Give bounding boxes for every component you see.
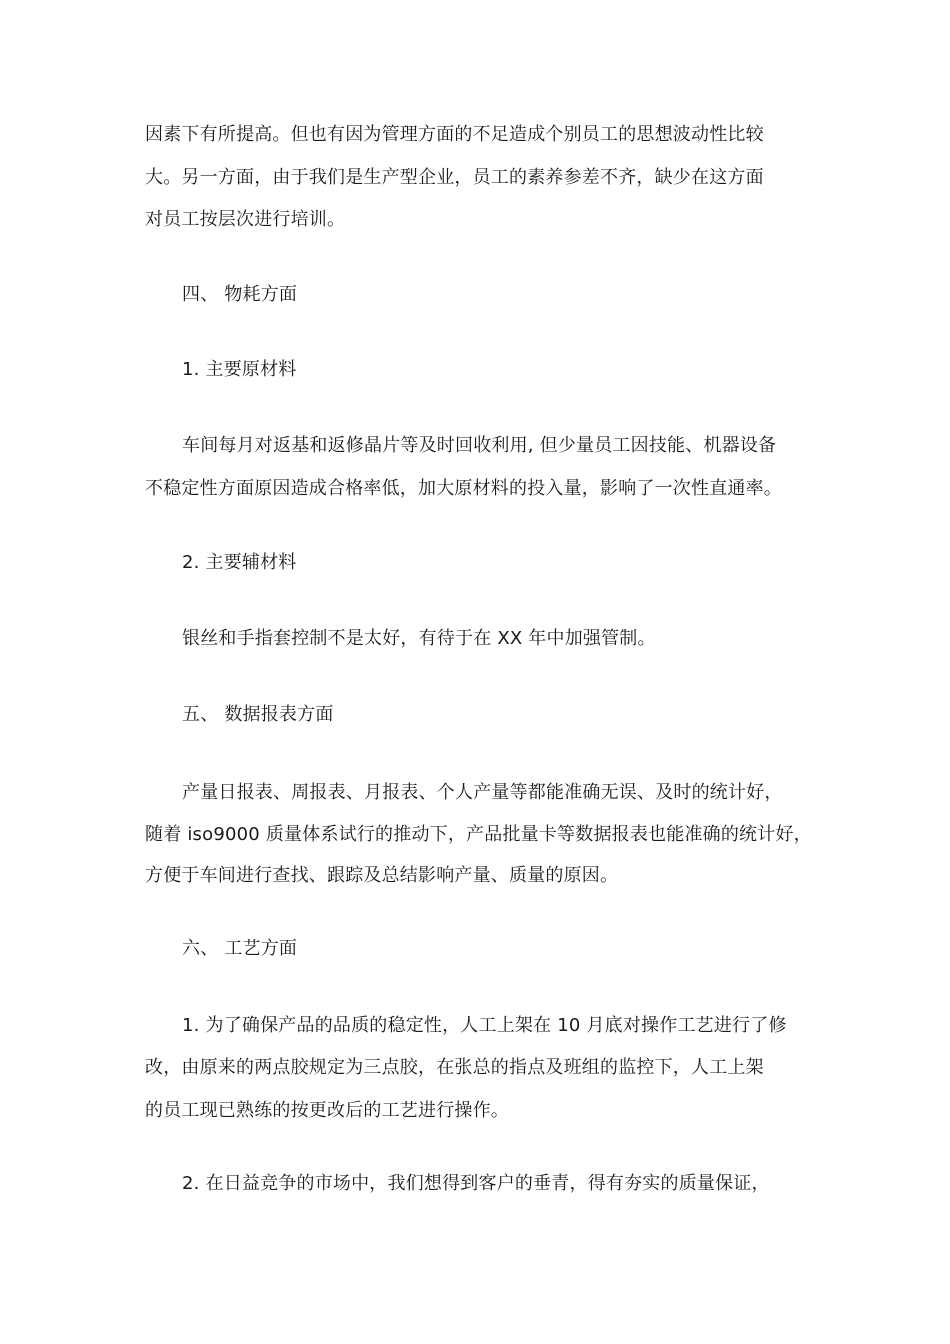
paragraph-line: 的员工现已熟练的按更改后的工艺进行操作。 [145, 1100, 509, 1121]
paragraph-line: 方便于车间进行查找、跟踪及总结影响产量、质量的原因。 [145, 865, 619, 886]
section-heading: 六、 工艺方面 [182, 938, 298, 959]
paragraph-line: 对员工按层次进行培训。 [145, 209, 346, 230]
paragraph-line: 2. 在日益竞争的市场中，我们想得到客户的垂青，得有夯实的质量保证， [182, 1173, 770, 1194]
paragraph-line: 产量日报表、周报表、月报表、个人产量等都能准确无误、及时的统计好， [182, 782, 783, 803]
subsection-heading: 2. 主要辅材料 [182, 552, 297, 573]
section-heading: 四、 物耗方面 [182, 284, 298, 305]
paragraph-line: 车间每月对返基和返修晶片等及时回收利用, 但少量员工因技能、机器设备 [182, 435, 777, 456]
paragraph-line: 大。另一方面，由于我们是生产型企业，员工的素养参差不齐，缺少在这方面 [145, 167, 764, 188]
paragraph-line: 因素下有所提高。但也有因为管理方面的不足造成个别员工的思想波动性比较 [145, 124, 764, 145]
paragraph-line: 银丝和手指套控制不是太好，有待于在 XX 年中加强管制。 [182, 628, 656, 649]
paragraph-line: 改，由原来的两点胶规定为三点胶，在张总的指点及班组的监控下，人工上架 [145, 1057, 764, 1078]
paragraph-line: 随着 iso9000 质量体系试行的推动下，产品批量卡等数据报表也能准确的统计好， [145, 824, 812, 845]
section-heading: 五、 数据报表方面 [182, 704, 334, 725]
paragraph-line: 不稳定性方面原因造成合格率低，加大原材料的投入量，影响了一次性直通率。 [145, 478, 782, 499]
paragraph-line: 1. 为了确保产品的品质的稳定性，人工上架在 10 月底对操作工艺进行了修 [182, 1015, 787, 1036]
subsection-heading: 1. 主要原材料 [182, 359, 297, 380]
